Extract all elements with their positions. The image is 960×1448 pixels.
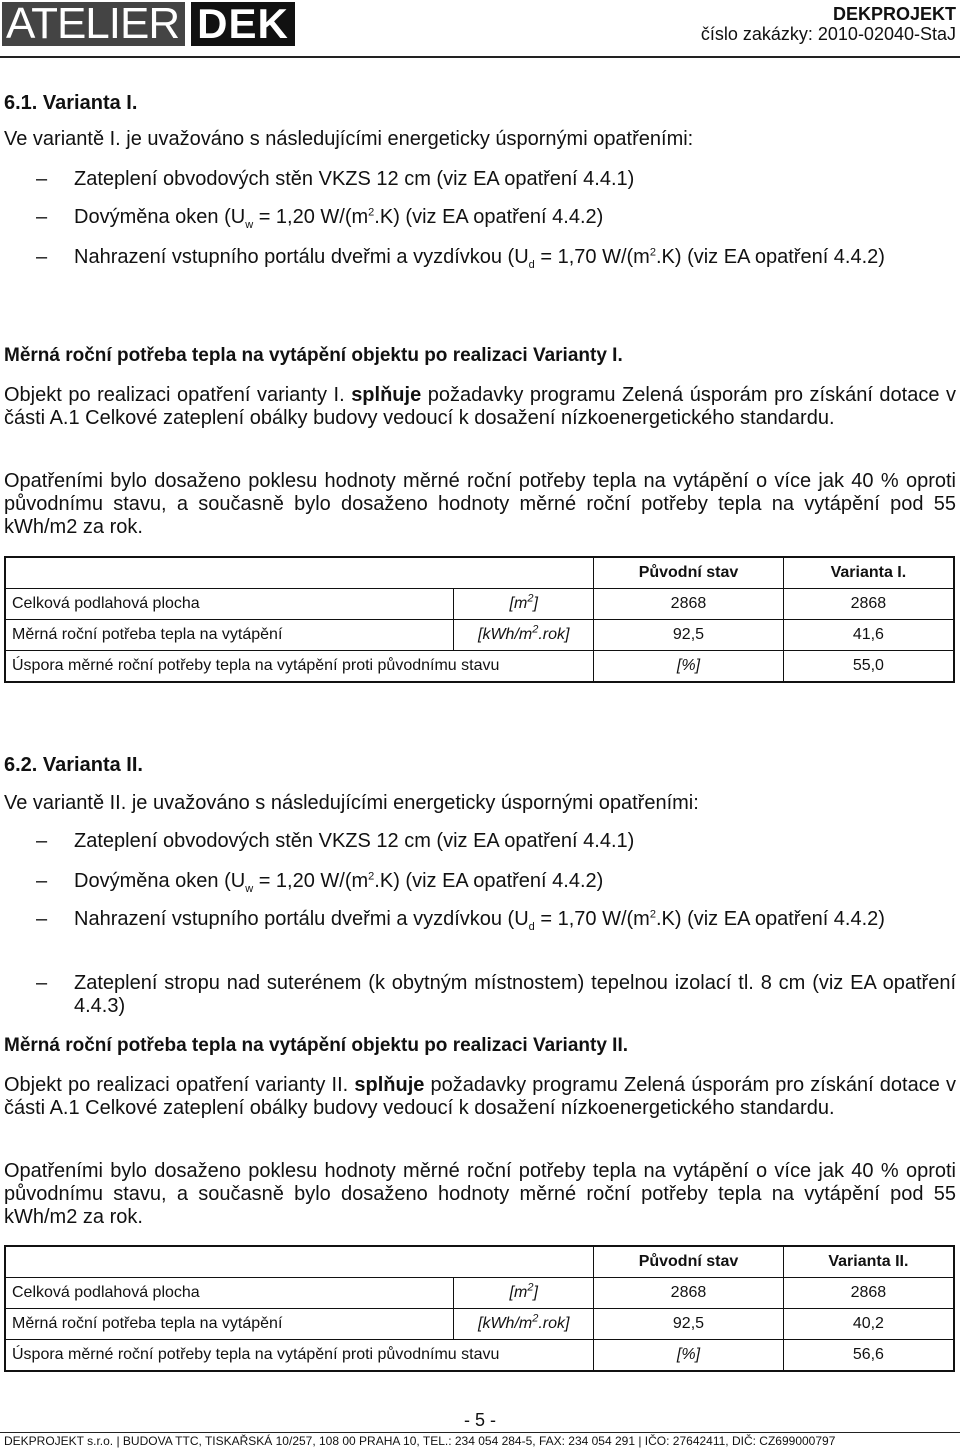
- results-table: [4, 556, 955, 683]
- compliance-paragraph: Objekt po realizaci opatření varianty I. splňuje požadavky programu Zelená úsporám pro získání dotace v části A.1 Celkové zateplení obálky budovy vedoucí k dosažení nízkoenergetického standardu.: [4, 384, 957, 429]
- page-number: - 5 -: [463, 1410, 496, 1430]
- col-variant: Varianta II.: [783, 1246, 954, 1278]
- result-paragraph: Opatřeními bylo dosaženo poklesu hodnoty měrné roční potřeby tepla na vytápění o více jak 40 % oproti původnímu stavu, a současně bylo dosaženo hodnoty měrné roční potřeby tepla na vytápění pod 55 kWh/m2 za rok.: [4, 470, 956, 538]
- table-row: [5, 1309, 954, 1340]
- dash-icon: –: [36, 830, 48, 852]
- value-original: 2868: [594, 1278, 784, 1309]
- measure-text: Zateplení obvodových stěn VKZS 12 cm (viz EA opatření 4.4.1): [74, 168, 635, 190]
- value-variant: 40,2: [783, 1309, 954, 1340]
- row-unit: [%]: [594, 1340, 784, 1372]
- measure-item: [36, 168, 956, 191]
- table-header-row: [5, 557, 954, 589]
- dash-icon: –: [36, 206, 48, 228]
- company-name: DEKPROJEKT: [832, 4, 956, 24]
- section-heading-6-1: 6.1. Varianta I.: [4, 92, 138, 114]
- measure-text: Dovýměna oken ($U_w = 1,20$ $W/(m^2.K)$ (viz EA opatření 4.4.2): [74, 206, 604, 231]
- measure-text: Zateplení stropu nad suterénem (k obytným místnostem) tepelnou izolací tl. 8 cm (viz EA opatření 4.4.3): [74, 972, 956, 1017]
- measure-text: Nahrazení vstupního portálu dveřmi a vyzdívkou ($U_d = 1,70$ $W/(m^2.K)$ (viz EA opatření 4.4.2): [74, 246, 885, 271]
- row-unit: [%]: [594, 651, 784, 683]
- section-intro: Ve variantě I. je uvažováno s následujícími energeticky úspornými opatřeními:: [4, 128, 694, 150]
- row-unit: $[kWh/m^2.rok]$: [454, 620, 594, 651]
- col-variant: Varianta I.: [783, 557, 954, 589]
- footer-text: DEKPROJEKT s.r.o. | BUDOVA TTC, TISKAŘSKÁ 10/257, 108 00 PRAHA 10, TEL.: 234 054 284-5, FAX: 234 054 291 | IČO: 27642411, DIČ: CZ699000797: [4, 1434, 836, 1448]
- header-info: [701, 4, 956, 44]
- measure-text: Zateplení obvodových stěn VKZS 12 cm (viz EA opatření 4.4.1): [74, 830, 635, 852]
- value-variant: 2868: [783, 589, 954, 620]
- logo-dek-text: DEK: [191, 2, 295, 46]
- dash-icon: –: [36, 908, 48, 930]
- measure-item: [36, 206, 956, 229]
- value-variant: 41,6: [783, 620, 954, 651]
- value-variant: 2868: [783, 1278, 954, 1309]
- value-variant: 56,6: [783, 1340, 954, 1372]
- value-original: 92,5: [594, 1309, 784, 1340]
- subheading: Měrná roční potřeba tepla na vytápění objektu po realizaci Varianty I.: [4, 345, 623, 366]
- table-row: [5, 620, 954, 651]
- row-label: Úspora měrné roční potřeby tepla na vytápění proti původnímu stavu: [5, 651, 594, 683]
- dash-icon: –: [36, 972, 48, 994]
- section-heading-6-2: 6.2. Varianta II.: [4, 754, 143, 776]
- measure-item: [36, 972, 956, 1018]
- measure-item: [36, 246, 956, 269]
- value-variant: 55,0: [783, 651, 954, 683]
- value-original: 92,5: [594, 620, 784, 651]
- row-unit: $[kWh/m^2.rok]$: [454, 1309, 594, 1340]
- col-original: Původní stav: [594, 1246, 784, 1278]
- measure-text: Dovýměna oken ($U_w = 1,20$ $W/(m^2.K)$ (viz EA opatření 4.4.2): [74, 870, 604, 895]
- measure-text: Nahrazení vstupního portálu dveřmi a vyzdívkou ($U_d = 1,70$ $W/(m^2.K)$ (viz EA opatření 4.4.2): [74, 908, 885, 933]
- row-label: Měrná roční potřeba tepla na vytápění: [5, 620, 454, 651]
- table-header-row: [5, 1246, 954, 1278]
- result-paragraph: Opatřeními bylo dosaženo poklesu hodnoty měrné roční potřeby tepla na vytápění o více jak 40 % oproti původnímu stavu, a současně bylo dosaženo hodnoty měrné roční potřeby tepla na vytápění pod 55 kWh/m2 za rok.: [4, 1160, 956, 1228]
- table-row: [5, 651, 954, 683]
- dash-icon: –: [36, 870, 48, 892]
- header-divider: [0, 56, 960, 58]
- dash-icon: –: [36, 246, 48, 268]
- row-unit: $[m^2]$: [454, 589, 594, 620]
- table-row: [5, 589, 954, 620]
- dash-icon: –: [36, 168, 48, 190]
- table-row: [5, 1278, 954, 1309]
- results-table: [4, 1245, 955, 1372]
- row-label: Úspora měrné roční potřeby tepla na vytápění proti původnímu stavu: [5, 1340, 594, 1372]
- measure-item: [36, 908, 956, 931]
- measure-item: [36, 830, 956, 853]
- compliance-paragraph: Objekt po realizaci opatření varianty II. splňuje požadavky programu Zelená úsporám pro získání dotace v části A.1 Celkové zateplení obálky budovy vedoucí k dosažení nízkoenergetického standardu.: [4, 1074, 956, 1119]
- row-label: Měrná roční potřeba tepla na vytápění: [5, 1309, 454, 1340]
- measure-item: [36, 870, 956, 893]
- table-row: [5, 1340, 954, 1372]
- row-label: Celková podlahová plocha: [5, 1278, 454, 1309]
- logo-atelier-text: ATELIER: [2, 2, 185, 46]
- row-unit: $[m^2]$: [454, 1278, 594, 1309]
- atelier-dek-logo: [2, 2, 295, 46]
- col-original: Původní stav: [594, 557, 784, 589]
- order-number: číslo zakázky: 2010-02040-StaJ: [700, 24, 956, 44]
- subheading: Měrná roční potřeba tepla na vytápění objektu po realizaci Varianty II.: [4, 1035, 629, 1056]
- section-intro: Ve variantě II. je uvažováno s následujícími energeticky úspornými opatřeními:: [4, 792, 699, 814]
- footer-divider: [0, 1432, 960, 1433]
- row-label: Celková podlahová plocha: [5, 589, 454, 620]
- value-original: 2868: [594, 589, 784, 620]
